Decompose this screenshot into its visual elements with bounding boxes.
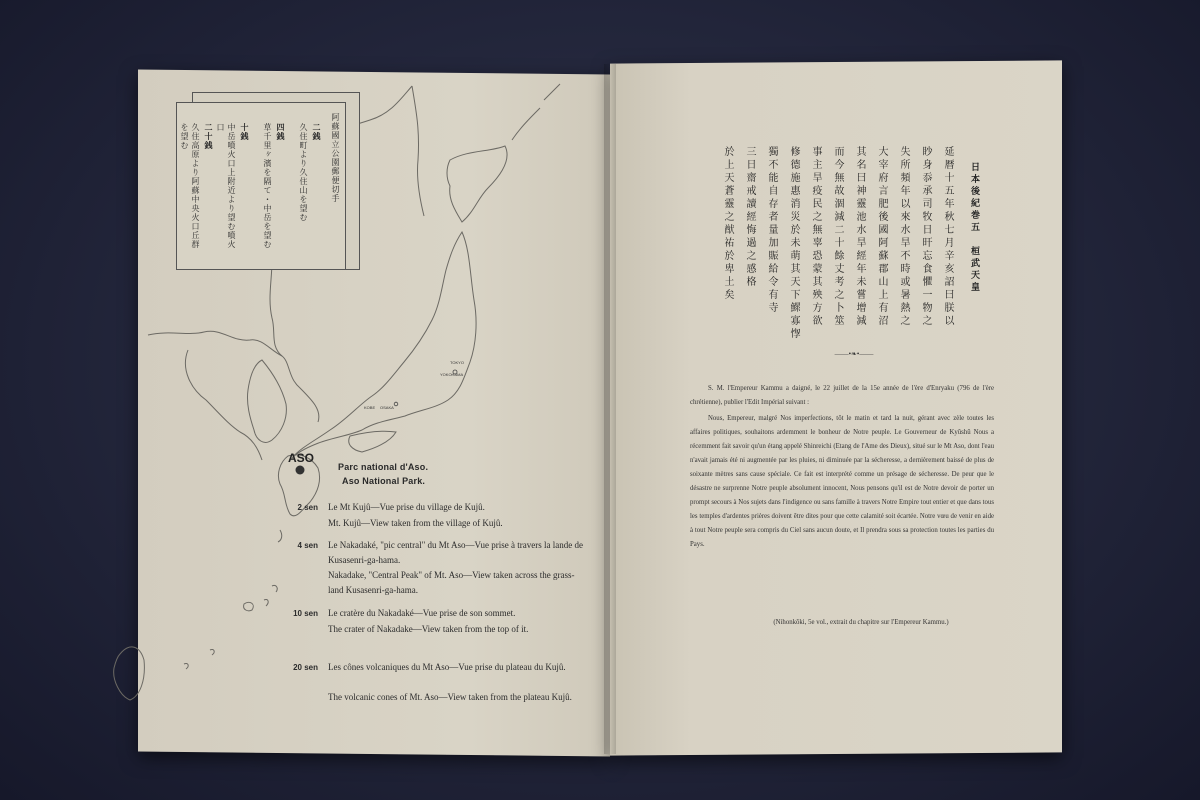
map-label-aso: ASO xyxy=(288,451,315,465)
stamp-value: 4 sen xyxy=(297,541,318,550)
stamp-desc-fr: Le Nakadaké, "pic central" du Mt Aso—Vue prise à travers la lande de Kusasenri-ga-hama. xyxy=(328,540,583,565)
map-caption-en: Aso National Park. xyxy=(342,476,426,486)
kanbun-column: 而今無故涸減二十餘丈考之卜筮 xyxy=(832,146,843,328)
edict-citation: (Nihonkôki, 5e vol., extrait du chapitre sur l'Empereur Kammu.) xyxy=(773,619,949,626)
kanbun-column: 獨不能自存者量加賑給令有寺 xyxy=(766,146,777,315)
kanbun-column: 眇身忝承司牧日旰忘食懼一物之 xyxy=(920,146,931,328)
inset-item-value-2: 四銭 xyxy=(276,123,286,141)
inset-item-text-1: 久住町より久住山を望む xyxy=(299,123,308,222)
inset-item-text-3: 中岳噴火口上附近より望む噴火口 xyxy=(216,123,236,249)
kanbun-title: 日本後紀巻五 桓武天皇 xyxy=(969,162,979,294)
kanbun-column: 其名曰神靈池水旱經年未嘗增減 xyxy=(854,146,865,328)
inset-legend-title: 阿蘇國立公園郵便切手 xyxy=(331,113,340,203)
kanbun-column: 事主旱疫民之無辜恐蒙其殃方欲 xyxy=(810,146,821,328)
map-label-kobe: KOBE xyxy=(364,405,376,410)
map-caption-fr: Parc national d'Aso. xyxy=(338,462,429,472)
section-divider-ornament: ——•❧•—— xyxy=(834,350,874,358)
kanbun-column: 失所頻年以來水旱不時或暑熱之 xyxy=(898,146,909,328)
map-label-osaka: OSAKA xyxy=(380,405,394,410)
stamp-desc-fr: Le Mt Kujû—Vue prise du village de Kujû. xyxy=(328,502,485,512)
stamp-desc-en: Nakadake, "Central Peak" of Mt. Aso—View taken across the grass-land Kusasenri-ga-hama. xyxy=(328,570,575,595)
kanbun-column: 三日齋戒讀經悔過之感格 xyxy=(744,146,755,289)
edict-body-paragraph: Nous, Empereur, malgré Nos imperfections, tôt le matin et tard la nuit, gérant avec zèle toutes les affaires politiques, souhaitons ardemment le bonheur de Notre peuple. Le Gouverneur de Kyûshû Nous a récemment fait savoir qu'un étang appelé Shinreichi (Etang de l'Ame des Dieux), situé sur le Mt Aso, dont l'eau n'avait jamais été ni augmentée par les pluies, ni diminuée par la sécheresse, a dernièrement baissé de plus de soixante mètres sans cause spéciale. Ce fait est interprété comme un présage de sécheresse. De peur que le désastre ne surprenne Notre peuple absolument innocent, Nous pensons qu'il est de Notre devoir de porter un prompt secours à Nos sujets dans l'indigence ou sans famille à travers Notre Empire tout entier et que dans tous les temples d'ardentes prières doivent être dites pour que cette calamité soit écartée. Notre vœu de venir en aide à tout Notre peuple sera compris du Ciel sans aucun doute, et Il prendra sous sa protection toutes les parties du Pays. xyxy=(690,415,994,548)
map-label-tokyo: TOKYO xyxy=(450,360,464,365)
inset-legend xyxy=(176,102,346,270)
stamp-value: 10 sen xyxy=(293,609,318,618)
stamp-desc-en: The crater of Nakadake—View taken from the top of it. xyxy=(328,624,529,634)
stamp-desc-fr: Le cratère du Nakadaké—Vue prise de son sommet. xyxy=(328,608,516,618)
stamp-desc-fr: Les cônes volcaniques du Mt Aso—Vue prise du plateau du Kujû. xyxy=(328,662,566,672)
kanbun-column: 修德施惠消災於未萌其天下鰥寡惸 xyxy=(788,146,799,341)
aso-marker-dot xyxy=(296,466,305,475)
inset-item-value-4: 二十銭 xyxy=(204,123,214,150)
kanbun-column: 於上天蒼靈之猷祐於卑土矣 xyxy=(722,146,733,302)
inset-item-text-2: 草千里ヶ濱を隔て・中岳を望む xyxy=(263,123,272,249)
stamp-desc-en: Mt. Kujû—View taken from the village of Kujû. xyxy=(328,518,503,528)
inset-item-text-4: 久住高原より阿蘇中央火口丘群を望む xyxy=(180,123,200,249)
stamp-value: 20 sen xyxy=(293,663,318,672)
inset-item-value-1: 二銭 xyxy=(312,123,322,141)
edict-intro-paragraph: S. M. l'Empereur Kammu a daigné, le 22 juillet de la 15e année de l'ère d'Enryaku (796 de l'ère chrétienne), publier l'Edit Impérial suivant : xyxy=(690,385,994,406)
kanbun-column: 延暦十五年秋七月辛亥詔曰朕以 xyxy=(942,146,953,328)
stamp-value: 2 sen xyxy=(297,503,318,512)
stamp-desc-en: The volcanic cones of Mt. Aso—View taken from the plateau Kujû. xyxy=(328,692,572,702)
map-label-yokohama: YOKOHAMA xyxy=(440,372,464,377)
kanbun-column: 大宰府言肥後國阿蘇郡山上有沼 xyxy=(876,146,887,328)
inset-item-value-3: 十銭 xyxy=(240,123,250,141)
